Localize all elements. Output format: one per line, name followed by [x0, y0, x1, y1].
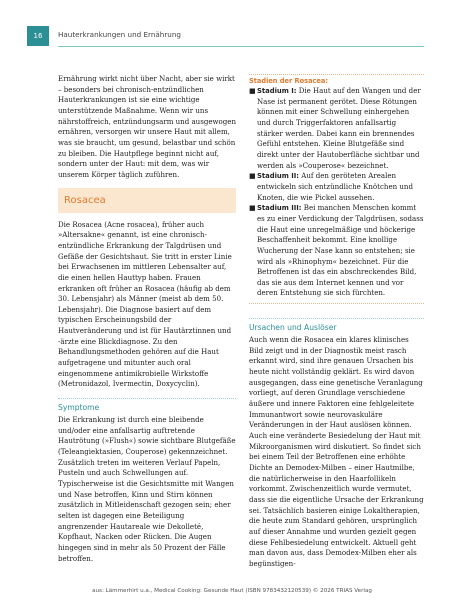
stage-text: Die Haut auf den Wangen und der Nase ist permanent gerötet. Diese Rötungen können mit einer Schwellung einhergehen und durch Triggerfaktoren anfallsartig stärker werden. Dabei kann ein brennendes Gefühl entstehen. Kleine Blutgefäße sind direkt unter der Hautoberfläche sichtbar und werden als »Couperose« bezeichnet.	[257, 86, 421, 170]
right-column	[249, 74, 424, 570]
stage-text: Bei manchen Menschen kommt es zu einer Verdickung der Talgdrüsen, sodass die Haut eine unregelmäßige und höckerige Beschaffenheit bekommt. Eine knollige Wucherung der Nase kann so entstehen; sie wird als »Rhinophym« bezeichnet. Für die Betroffenen ist das ein abschreckendes Bild, das sie aus dem Internet kennen und vor deren Entstehung sie sich fürchten.	[257, 203, 424, 298]
header-rule	[58, 46, 424, 47]
rosacea-paragraph: Die Rosacea (Acne rosacea), früher auch »Altersakne« genannt, ist eine chronisch-entzündliche Erkrankung der Talgdrüsen und Gefäße der Gesichtshaut. Sie tritt in erster Linie bei Erwachsenen im mittleren Lebensalter auf, die einen hellen Hauttyp haben. Frauen erkranken oft früher an Rosacea (häufig ab dem 30. Lebensjahr) als Männer (meist ab dem 50. Lebensjahr). Die Diagnose basiert auf dem typischen Erscheinungsbild der Hautveränderung und ist für Hautärztinnen und -ärzte eine Blickdiagnose. Zu den Behandlungsmethoden gehören auf die Haut aufgetragene und mitunter auch oral eingenommene antimikrobielle Wirkstoffe (Metronidazol, Ivermectin, Doxycyclin).	[58, 219, 232, 389]
source-footer: aus: Lämmerhirt u.a., Medical Cooking: Gesunde Haut (ISBN 9783432120539) © 2026 TRIAS Verlag	[92, 588, 372, 594]
symptome-paragraph: Die Erkrankung ist durch eine bleibende und/oder eine anfallsartig auftretende Hautrötung (»Flush«) sowie sichtbare Blutgefäße (Teleangiektasien, Couperose) gekennzeichnet. Zusätzlich treten im weiteren Verlauf Papeln, Pusteln und auch Schwellungen auf. Typischerweise ist die Gesichtsmitte mit Wangen und Nase betroffen, Kinn und Stirn können zusätzlich in Mitleidenschaft gezogen sein; eher selten ist dagegen eine Beteiligung angrenzender Hautareale wie Dekolleté, Kopfhaut, Nacken oder Rücken. Die Augen hingegen sind in mehr als 50 Prozent der Fälle betroffen.	[58, 415, 236, 563]
stage-title: Stadium II:	[257, 172, 299, 181]
running-title: Hauterkrankungen und Ernährung	[58, 30, 181, 39]
left-column	[58, 74, 236, 564]
symptome-heading: Symptome	[58, 398, 236, 412]
stage-item	[249, 86, 424, 171]
stage-text: Auf den geröteten Arealen entwickeln sich entzündliche Knötchen und Knoten, die wie Pickel aussehen.	[257, 171, 413, 202]
stage-title: Stadium III:	[257, 204, 302, 213]
intro-paragraph: Ernährung wirkt nicht über Nacht, aber sie wirkt – besonders bei chronisch-entzündlichen Hauterkrankungen ist sie eine wichtige unterstützende Maßnahme. Wenn wir uns nährstoffreich, entzündungsarm und ausgewogen ernähren, versorgen wir unsere Haut mit allem, was sie braucht, um gesund, belastbar und schön zu bleiben. Die Hautpflege beginnt nicht auf, sondern unter der Haut: mit dem, was wir unserem Körper täglich zuführen.	[58, 74, 236, 179]
page-number: 16	[27, 26, 49, 46]
ursachen-paragraph: Auch wenn die Rosacea ein klares klinisches Bild zeigt und in der Diagnostik meist rasch erkannt wird, sind ihre genauen Ursachen bis heute nicht vollständig geklärt. Es wird davon ausgegangen, dass eine genetische Veranlagung vorliegt, auf deren Grundlage verschiedene äußere und innere Faktoren eine fehlgeleitete Immunantwort sowie neurovaskuläre Veränderungen in der Haut auslösen können. Auch eine veränderte Besiedelung der Haut mit Mikroorganismen wird diskutiert. So findet sich bei einem Teil der Betroffenen eine erhöhte Dichte an Demodex-Milben – einer Hautmilbe, die natürlicherweise in den Haarfollikeln vorkommt. Zwischenzeitlich wurde vermutet, dass sie die eigentliche Ursache der Erkrankung sei. Tatsächlich basieren einige Lokaltherapien, die heute zum Standard gehören, ursprünglich auf dieser Annahme und wurden gezielt gegen diese Fehlbesiedelung entwickelt. Aktuell geht man davon aus, dass Demodex-Milben eher als begünstigen-	[249, 335, 424, 568]
stages-label: Stadien der Rosacea:	[249, 77, 328, 85]
rosacea-heading: Rosacea	[58, 188, 236, 213]
stage-item	[249, 203, 424, 299]
page-header	[0, 26, 464, 48]
bullet-icon: ■	[249, 172, 256, 181]
ursachen-heading: Ursachen und Auslöser	[249, 318, 424, 332]
stage-title: Stadium I:	[257, 87, 297, 95]
bullet-icon: ■	[249, 204, 256, 213]
bullet-icon: ■	[249, 87, 256, 95]
stages-box	[249, 74, 424, 304]
stage-item	[249, 171, 424, 203]
